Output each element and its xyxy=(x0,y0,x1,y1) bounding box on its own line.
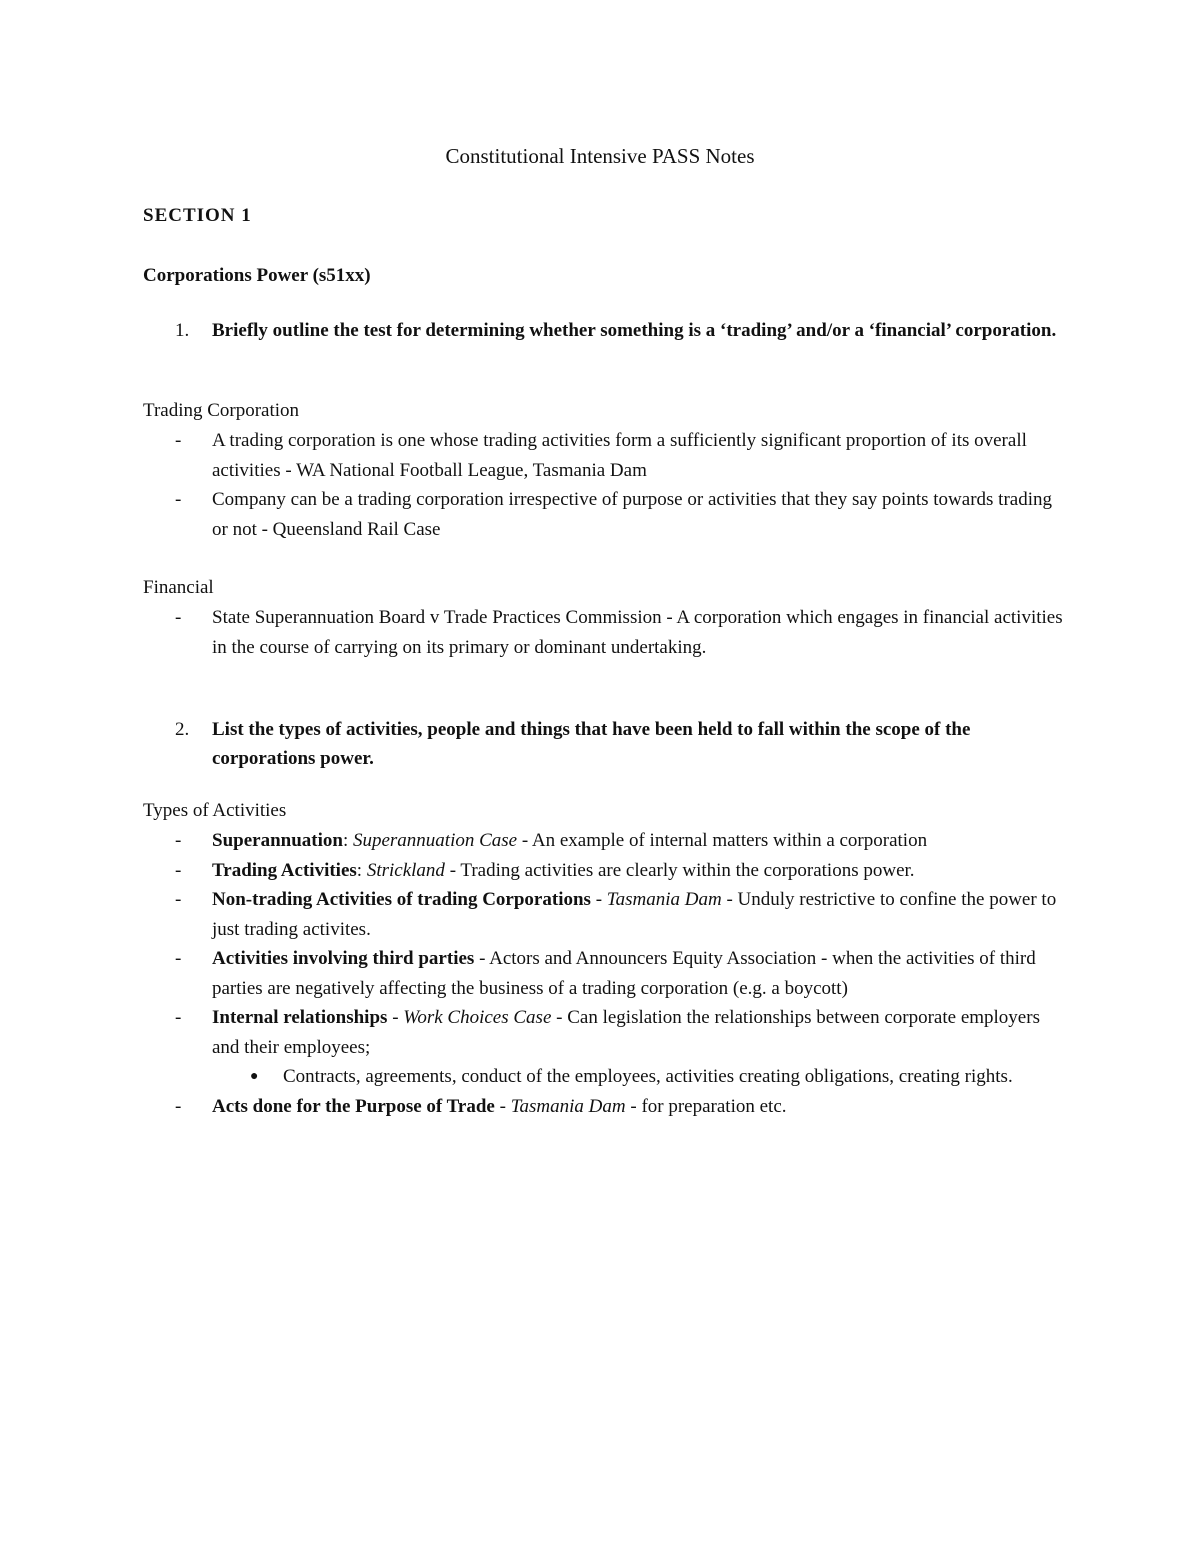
activity-name: Acts done for the Purpose of Trade xyxy=(212,1095,495,1117)
dash-marker: - xyxy=(175,830,182,851)
case-name: Tasmania Dam xyxy=(606,889,722,910)
list-item xyxy=(143,485,1063,544)
activity-description: - An example of internal matters within a corporation xyxy=(517,830,928,851)
list-item-text: Company can be a trading corporation irrespective of purpose or activities that they say points towards trading or not - Queensland Rail Case xyxy=(212,489,1052,540)
activity-name: Superannuation xyxy=(212,830,343,851)
dash-marker: - xyxy=(175,1007,182,1028)
activity-description: - for preparation etc. xyxy=(625,1095,787,1117)
case-name: Strickland xyxy=(366,859,445,881)
dash-marker: - xyxy=(175,1095,182,1117)
dash-marker: - xyxy=(175,889,182,910)
activity-name: Trading Activities xyxy=(212,859,357,881)
sub-list-item xyxy=(212,1062,1063,1092)
list-item-text: State Superannuation Board v Trade Practices Commission - A corporation which engages in financial activities in the course of carrying on its primary or dominant undertaking. xyxy=(212,607,1063,658)
question-2 xyxy=(143,715,1063,773)
sub-list-item-text: Contracts, agreements, conduct of the employees, activities creating obligations, creating rights. xyxy=(283,1066,1013,1087)
dash-marker: - xyxy=(175,859,182,881)
list-item-text: A trading corporation is one whose trading activities form a sufficiently significant proportion of its overall activities - WA National Football League, Tasmania Dam xyxy=(212,430,1027,481)
activities-label: Types of Activities xyxy=(143,800,287,821)
case-name: Superannuation Case xyxy=(352,830,518,851)
activity-description: - Trading activities are clearly within the corporations power. xyxy=(444,859,915,881)
list-item xyxy=(143,826,1063,856)
list-item xyxy=(143,856,1063,886)
list-item xyxy=(143,603,1063,662)
financial-label: Financial xyxy=(143,577,214,598)
question-text: List the types of activities, people and things that have been held to fall within the scope of the corporations power. xyxy=(212,719,971,769)
list-item xyxy=(143,1092,1063,1122)
separator: - xyxy=(387,1007,404,1028)
list-item xyxy=(143,426,1063,485)
question-number: 2. xyxy=(175,719,190,740)
separator: - xyxy=(494,1095,511,1117)
sub-list xyxy=(212,1062,1063,1092)
case-name: Tasmania Dam xyxy=(510,1095,626,1117)
list-item xyxy=(143,885,1063,944)
question-number: 1. xyxy=(175,320,190,341)
activity-name: Non-trading Activities of trading Corporations xyxy=(212,889,591,910)
separator: - xyxy=(474,948,490,969)
activity-name: Activities involving third parties xyxy=(212,948,475,969)
list-item xyxy=(143,944,1063,1003)
section-heading: SECTION 1 xyxy=(143,205,252,226)
case-name: Work Choices Case xyxy=(403,1007,552,1028)
activities-list xyxy=(143,826,1063,1121)
activity-description: - Unduly restrictive to confine the power to just trading activites. xyxy=(212,889,1057,940)
financial-list xyxy=(143,603,1063,662)
question-1 xyxy=(143,316,1063,345)
dash-marker: - xyxy=(175,489,182,510)
dash-marker: - xyxy=(175,430,182,451)
separator: : xyxy=(356,859,367,881)
trading-corporation-list xyxy=(143,426,1063,544)
topic-heading: Corporations Power (s51xx) xyxy=(143,265,371,286)
trading-corporation-label: Trading Corporation xyxy=(143,400,300,421)
separator: : xyxy=(342,830,353,851)
dash-marker: - xyxy=(175,607,182,628)
dash-marker: - xyxy=(175,948,182,969)
activity-name: Internal relationships xyxy=(212,1007,388,1028)
activity-description: Actors and Announcers Equity Association - when the activities of third parties are negatively affecting the business of a trading corporation (e.g. a boycott) xyxy=(212,948,1036,999)
activity-description: - Can legislation the relationships between corporate employers and their employees; xyxy=(212,1007,1040,1058)
bullet-marker: ● xyxy=(250,1069,259,1084)
separator: - xyxy=(590,889,607,910)
document-title: Constitutional Intensive PASS Notes xyxy=(445,144,755,168)
question-text: Briefly outline the test for determining whether something is a ‘trading’ and/or a ‘financial’ corporation. xyxy=(212,320,1057,341)
list-item xyxy=(143,1003,1063,1092)
